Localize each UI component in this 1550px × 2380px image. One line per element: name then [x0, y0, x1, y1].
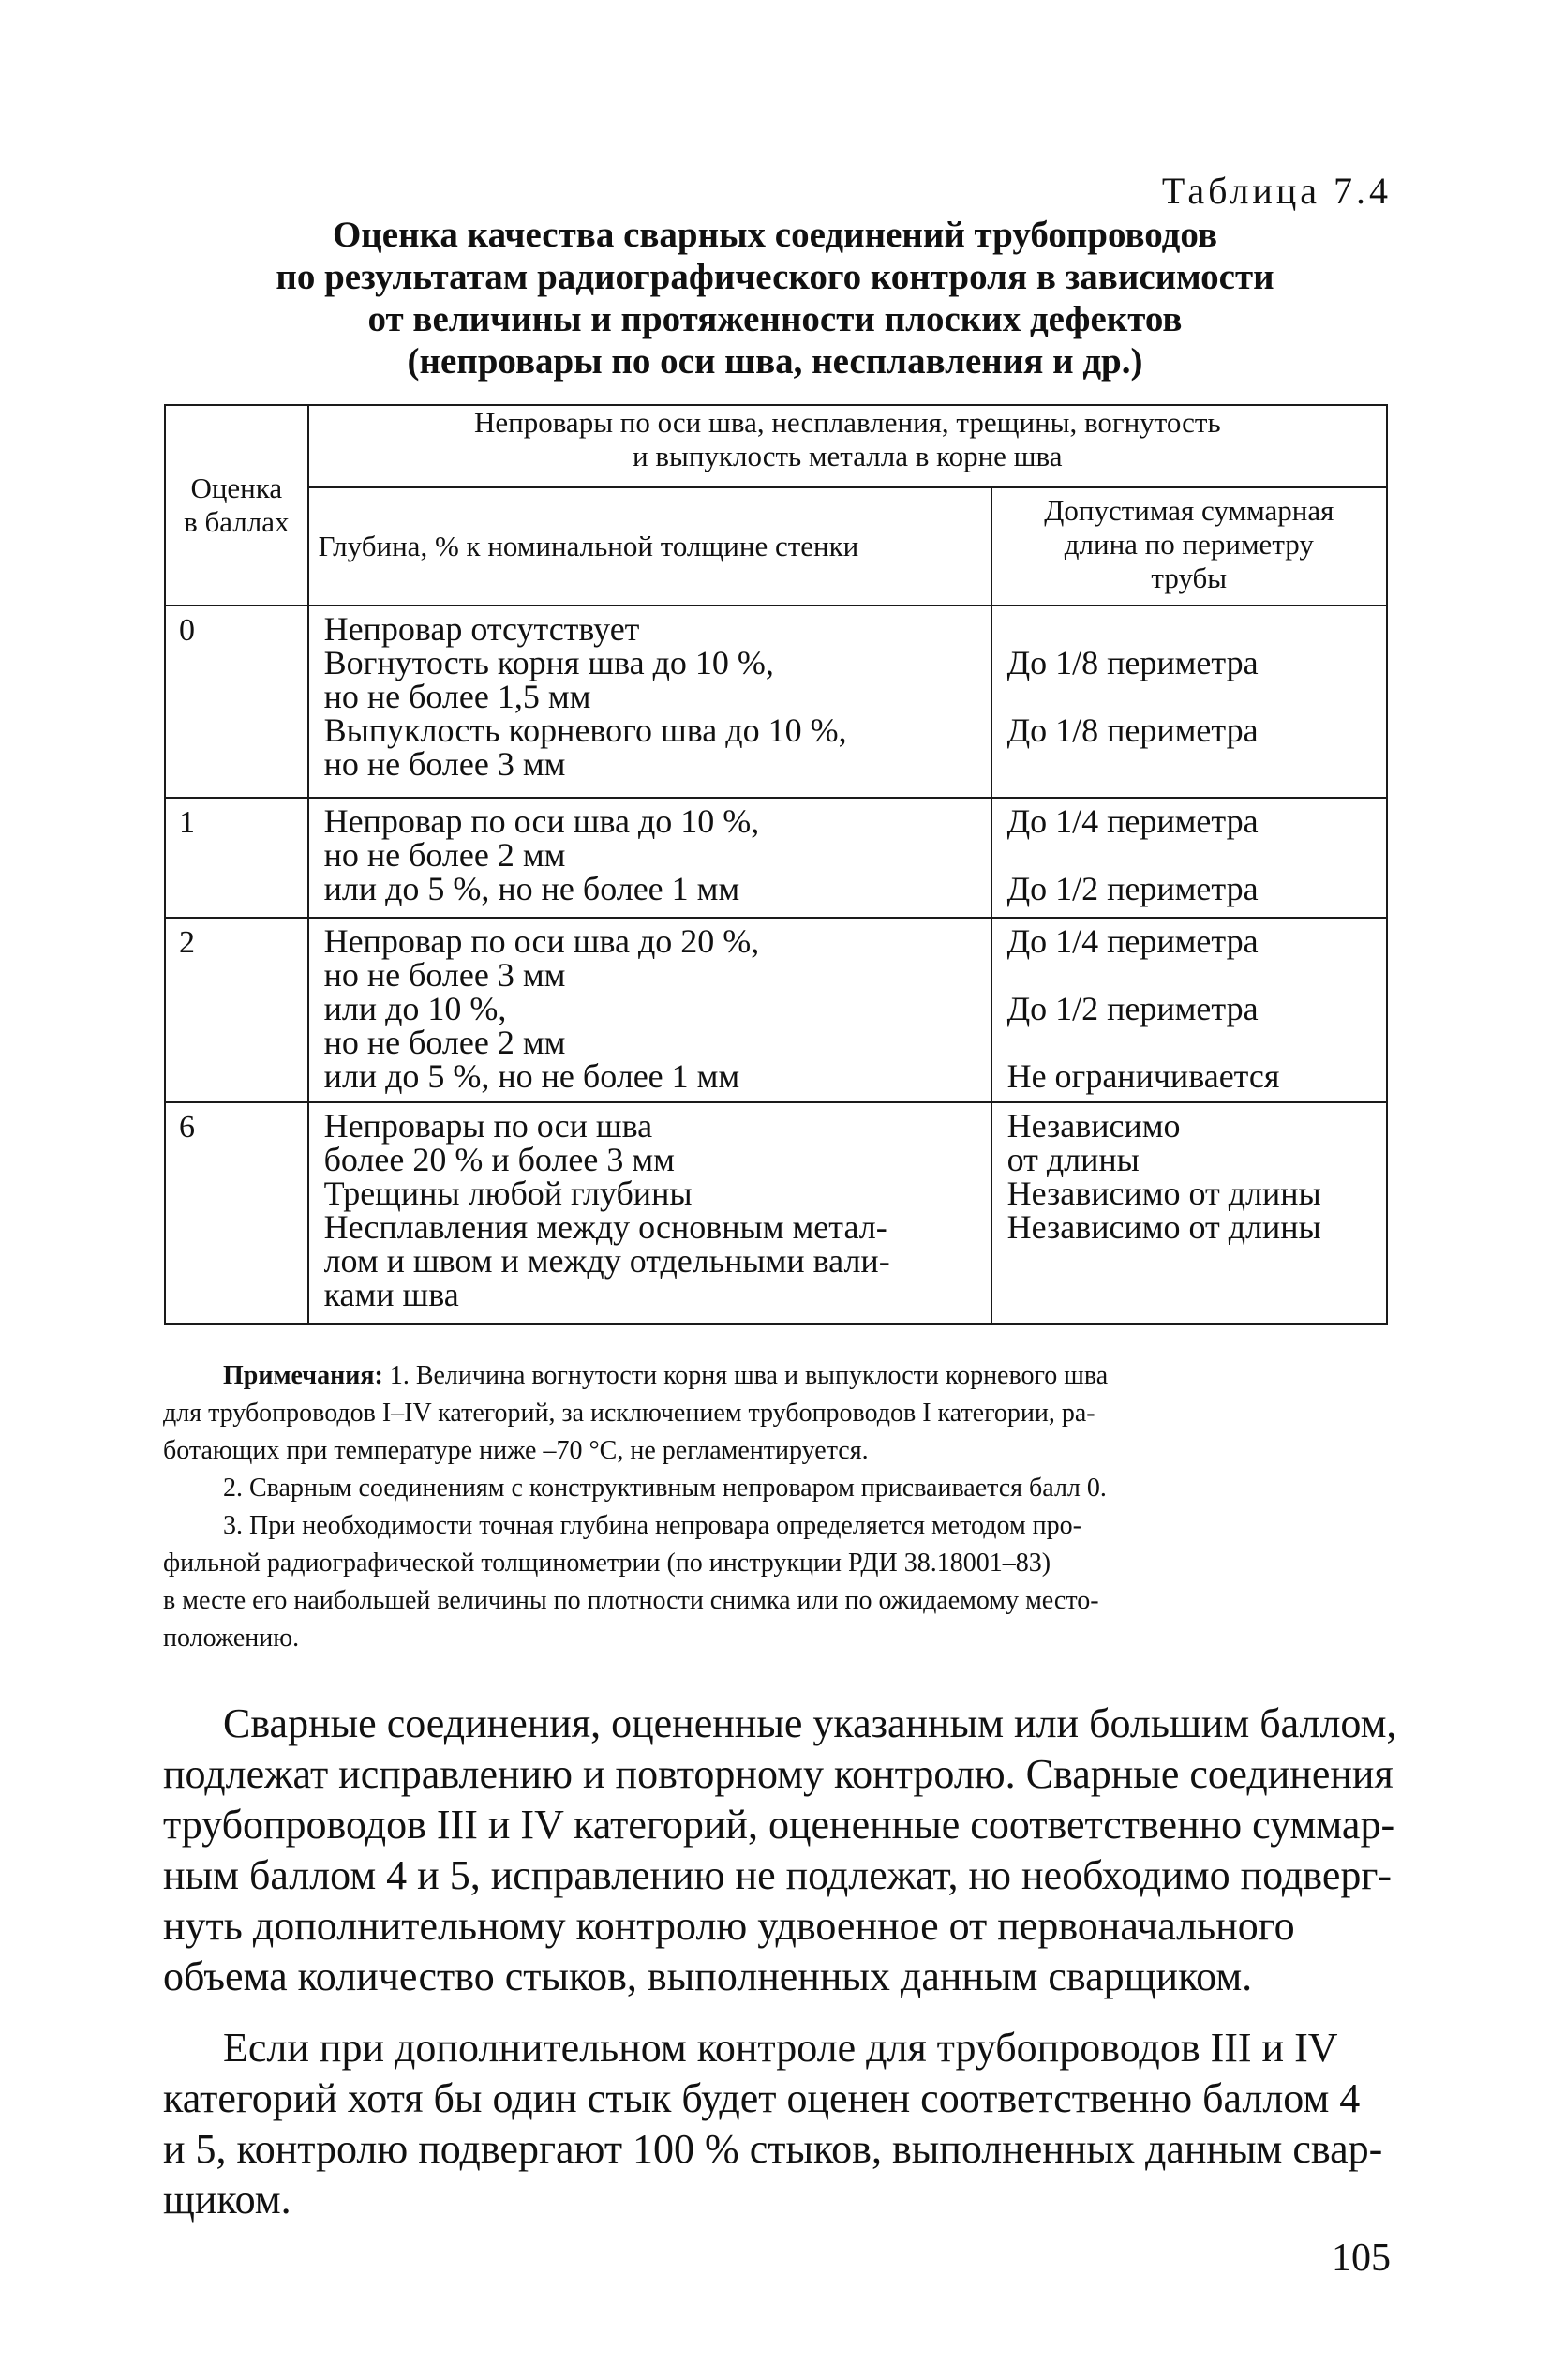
body-text: [163, 1699, 1397, 2225]
note-line: [223, 1357, 1391, 1395]
header-defects-line: и выпуклость металла в корне шва: [633, 440, 1063, 472]
length-cell: [991, 798, 1387, 918]
depth-line: ками шва: [323, 1276, 459, 1313]
paragraph-line: нуть дополнительному контролю удвоенное от первоначального: [163, 1903, 1295, 1949]
length-cell: [991, 918, 1387, 1102]
note-line: положению.: [163, 1624, 300, 1653]
header-length-line: трубы: [1151, 561, 1228, 594]
depth-line: Выпуклость корневого шва до 10 %,: [323, 711, 847, 749]
table-header-row: [165, 405, 1387, 487]
paragraph-line: категорий хотя бы один стык будет оценен соответственно баллом 4: [163, 2075, 1361, 2121]
paragraph-line: и 5, контролю подвергают 100 % стыков, выполненных данным свар-: [163, 2126, 1383, 2172]
depth-line: но не более 2 мм: [323, 1024, 566, 1061]
header-length-line: длина по периметру: [1064, 528, 1314, 561]
length-line: До 1/2 периметра: [1006, 870, 1259, 907]
paragraph-line: щиком.: [163, 2177, 291, 2223]
header-defects-line: Непровары по оси шва, несплавления, трещины, вогнутость: [473, 406, 1221, 439]
table-row: [165, 606, 1387, 798]
header-defects: [308, 405, 1387, 487]
grade-cell: 0: [165, 606, 308, 798]
depth-line: Вогнутость корня шва до 10 %,: [323, 644, 774, 681]
length-line: [1007, 612, 1371, 646]
table-label: Таблица 7.4: [1161, 170, 1392, 212]
length-line: [1007, 838, 1371, 872]
length-line: До 1/8 периметра: [1006, 711, 1259, 749]
paragraph: [163, 1699, 1397, 2002]
grade-cell: 2: [165, 918, 308, 1102]
depth-line: Трещины любой глубины: [323, 1175, 693, 1212]
depth-cell: [308, 1102, 991, 1324]
length-line: [1007, 958, 1371, 992]
paragraph-line: Если при дополнительном контроле для трубопроводов III и IV: [223, 2025, 1338, 2071]
length-line: До 1/8 периметра: [1006, 644, 1259, 681]
paragraph: [163, 2023, 1394, 2225]
header-length-line: Допустимая суммарная: [1044, 494, 1334, 527]
depth-cell: [308, 918, 991, 1102]
page-number: 105: [1332, 2237, 1391, 2280]
depth-line: или до 10 %,: [323, 990, 507, 1027]
table-row: [165, 1102, 1387, 1324]
length-cell: [991, 1102, 1387, 1324]
length-cell: [991, 606, 1387, 798]
depth-line: но не более 3 мм: [323, 956, 566, 994]
depth-line: Непровар отсутствует: [323, 610, 640, 648]
depth-line: или до 5 %, но не более 1 мм: [323, 870, 740, 907]
paragraph-line: Сварные соединения, оцененные указанным или большим баллом,: [223, 1700, 1397, 1746]
note-text: 1. Величина вогнутости корня шва и выпуклости корневого шва: [382, 1361, 1109, 1390]
note-line: в месте его наибольшей величины по плотности снимка или по ожидаемому место-: [163, 1586, 1099, 1615]
depth-line: но не более 2 мм: [323, 836, 566, 874]
notes-label: Примечания:: [223, 1361, 383, 1390]
header-grade-line: Оценка: [190, 472, 283, 504]
header-length: [991, 487, 1387, 606]
grade-cell: 1: [165, 798, 308, 918]
caption-line: Оценка качества сварных соединений трубопроводов: [332, 215, 1218, 255]
depth-line: Непровары по оси шва: [323, 1107, 653, 1145]
weld-quality-table: [164, 404, 1388, 1325]
length-line: [1007, 1278, 1371, 1311]
depth-line: более 20 % и более 3 мм: [323, 1141, 675, 1178]
depth-line: но не более 3 мм: [323, 745, 566, 783]
length-line: До 1/2 периметра: [1006, 990, 1259, 1027]
table-subheader-row: [165, 487, 1387, 606]
length-line: Независимо от длины: [1006, 1175, 1321, 1212]
caption-line: по результатам радиографического контроля в зависимости: [276, 257, 1274, 297]
length-line: До 1/4 периметра: [1006, 922, 1259, 960]
paragraph-line: ным баллом 4 и 5, исправлению не подлежат, но необходимо подверг-: [163, 1852, 1393, 1898]
depth-cell: [308, 798, 991, 918]
length-line: Независимо: [1006, 1107, 1181, 1145]
length-line: [1007, 747, 1371, 781]
note-line: для трубопроводов I–IV категорий, за исключением трубопроводов I категории, ра-: [163, 1399, 1095, 1428]
depth-line: лом и швом и между отдельными вали-: [323, 1242, 890, 1280]
length-line: Независимо от длины: [1006, 1208, 1321, 1246]
header-grade-line: в баллах: [184, 505, 290, 538]
note-line: 3. При необходимости точная глубина непровара определяется методом про-: [223, 1511, 1081, 1540]
length-line: До 1/4 периметра: [1006, 802, 1259, 840]
length-line: [1007, 1025, 1371, 1059]
table-notes: [163, 1357, 1391, 1657]
caption-line: от величины и протяженности плоских дефектов: [367, 299, 1183, 339]
table-caption: [161, 214, 1389, 382]
length-line: [1007, 680, 1371, 713]
length-line: [1007, 1244, 1371, 1278]
paragraph-line: трубопроводов III и IV категорий, оцененные соответственно суммар-: [163, 1802, 1395, 1848]
table-row: [165, 918, 1387, 1102]
depth-line: Несплавления между основным метал-: [323, 1208, 887, 1246]
caption-line: (непровары по оси шва, несплавления и др.): [407, 341, 1143, 382]
depth-line: но не более 1,5 мм: [323, 678, 591, 715]
paragraph-line: объема количество стыков, выполненных данным сварщиком.: [163, 1953, 1253, 1999]
depth-line: Непровар по оси шва до 10 %,: [323, 802, 760, 840]
note-line: 2. Сварным соединениям с конструктивным непроваром присваивается балл 0.: [223, 1474, 1107, 1503]
paragraph-line: подлежат исправлению и повторному контролю. Сварные соединения: [163, 1751, 1394, 1797]
depth-line: Непровар по оси шва до 20 %,: [323, 922, 760, 960]
length-line: от длины: [1006, 1141, 1140, 1178]
depth-cell: [308, 606, 991, 798]
header-depth: Глубина, % к номинальной толщине стенки: [308, 487, 991, 606]
grade-cell: 6: [165, 1102, 308, 1324]
length-line: Не ограничивается: [1006, 1057, 1280, 1095]
table-row: [165, 798, 1387, 918]
note-line: фильной радиографической толщинометрии (по инструкции РДИ 38.18001–83): [163, 1549, 1051, 1578]
depth-line: или до 5 %, но не более 1 мм: [323, 1057, 740, 1095]
header-grade: [165, 405, 308, 606]
note-line: ботающих при температуре ниже –70 °С, не регламентируется.: [163, 1436, 869, 1465]
